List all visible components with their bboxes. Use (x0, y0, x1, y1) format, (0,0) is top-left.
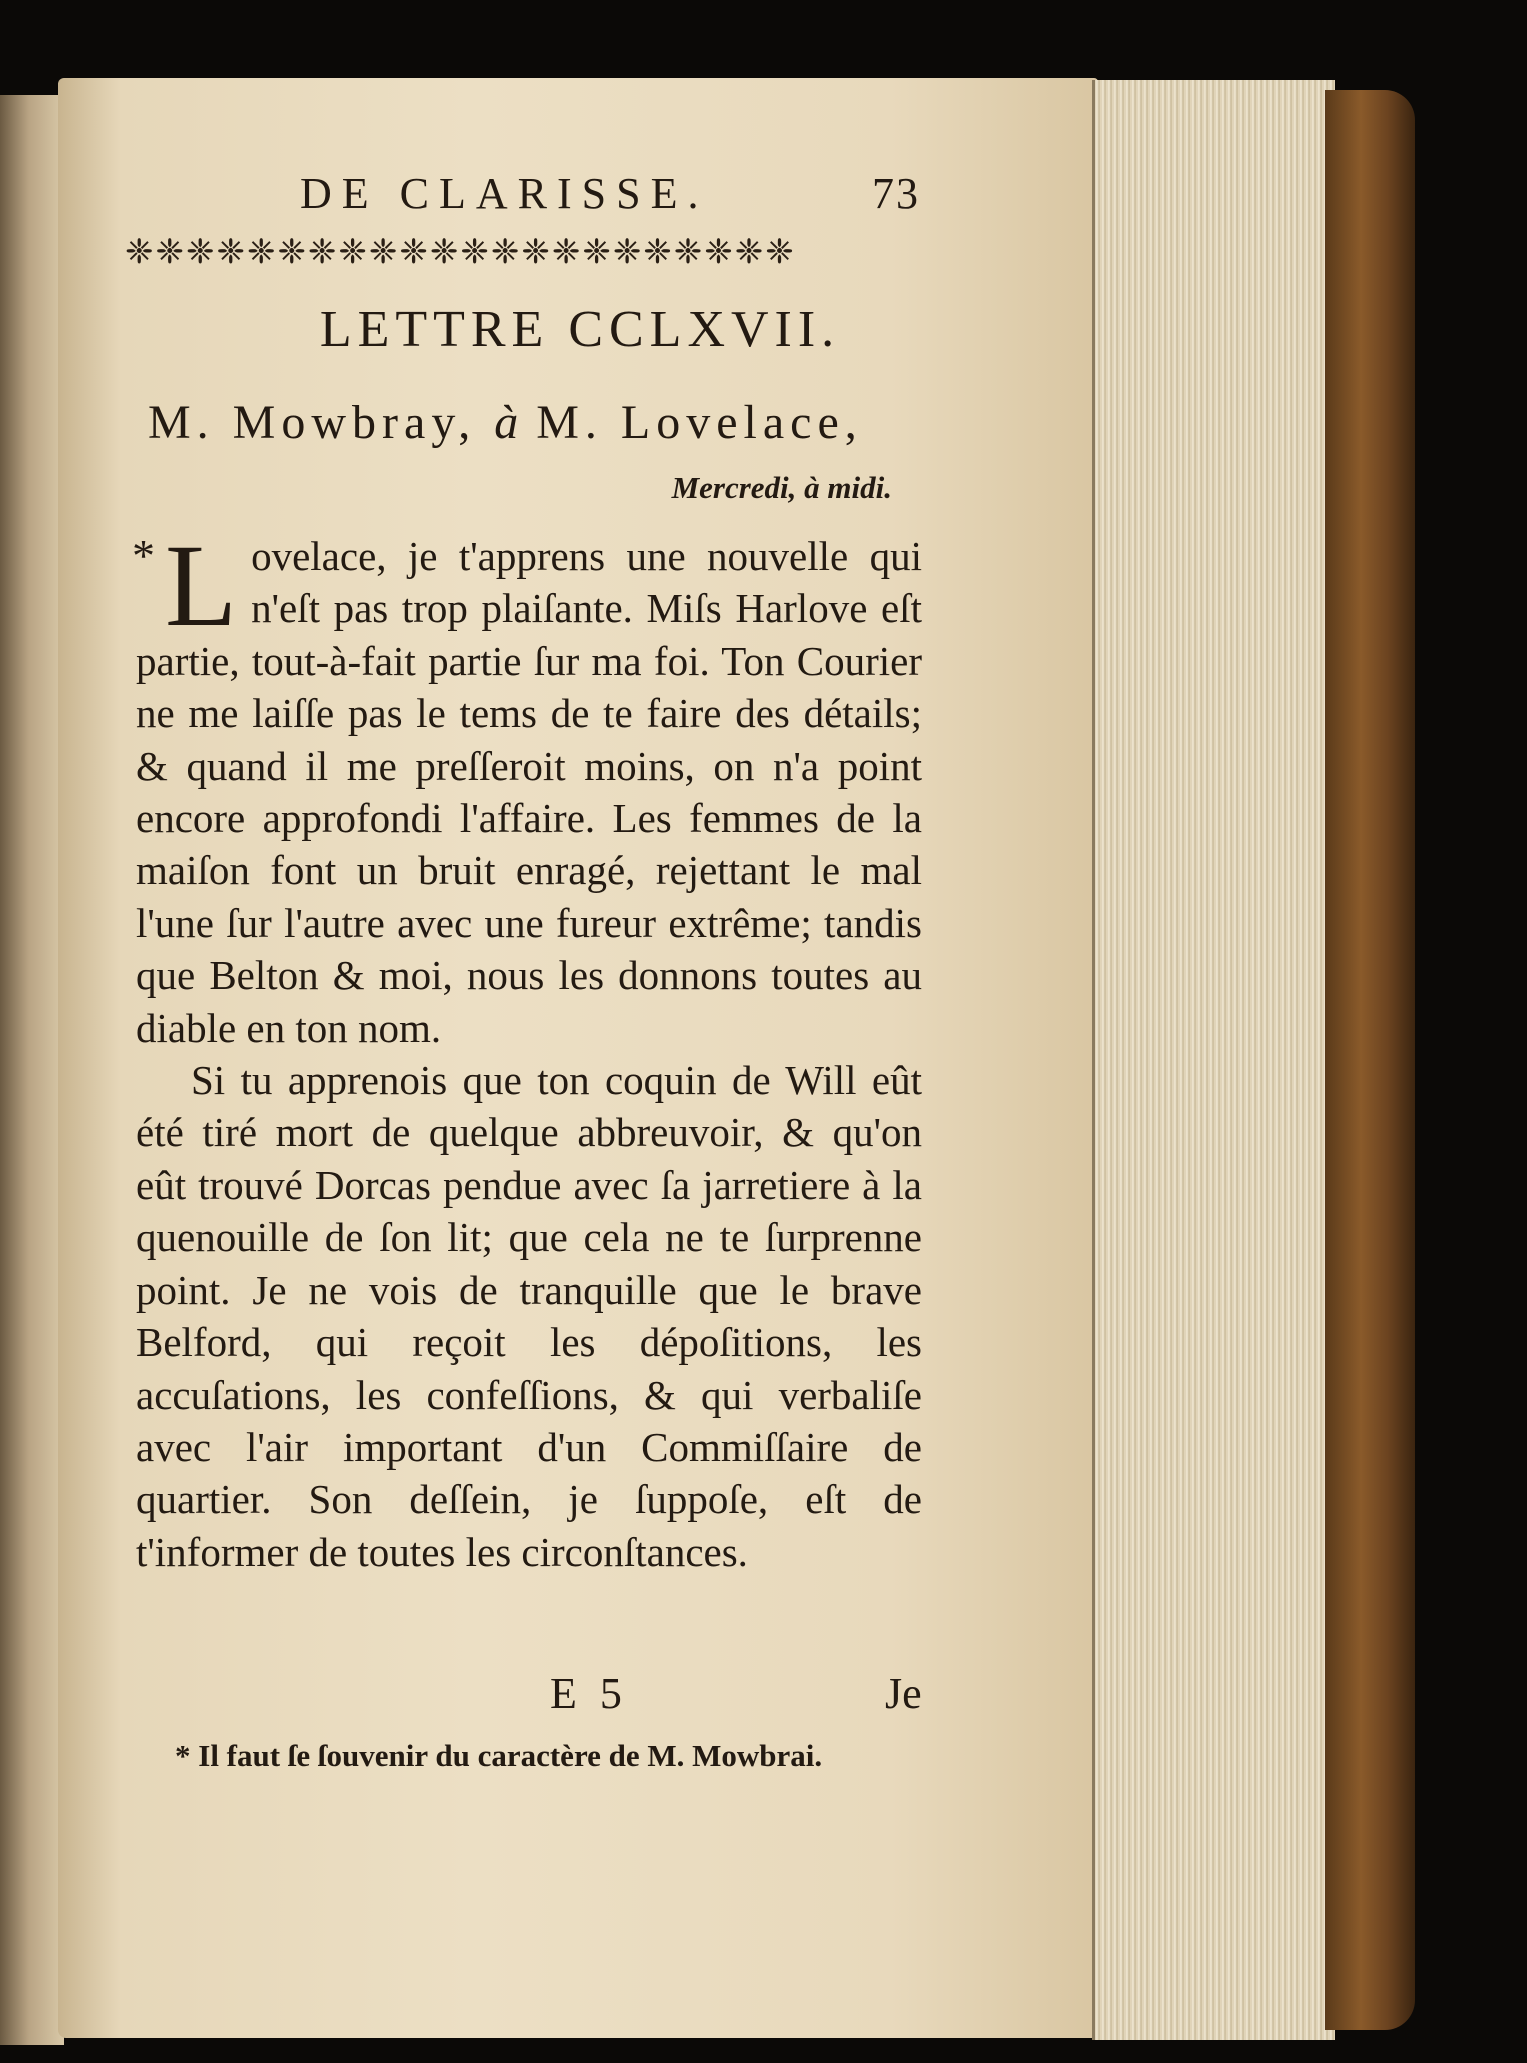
footnote: * Il faut ſe ſouvenir du caractère de M. Mowbrai. (175, 1738, 823, 1773)
paragraph: Si tu apprenois que ton coquin de Will eût été tiré mort de quelque abbreuvoir, & qu'on eût trouvé Dorcas pendue avec ſa jarretiere à la quenouille de ſon lit; que cela ne te ſurprenne point. Je ne vois de tranquille que le brave Belford, qui reçoit les dépoſitions, les accuſations, les confeſſions, & qui verbaliſe avec l'air important d'un Commiſſaire de quartier. Son deſſein, je ſuppoſe, eſt de t'informer de toutes les circonſtances. (136, 1057, 922, 1575)
drop-cap: L (165, 520, 238, 651)
left-page-edge (0, 95, 64, 2045)
letter-title: LETTRE CCLXVII. (319, 301, 841, 358)
letter-body (132, 520, 922, 1578)
ornament-border: ❈❈❈❈❈❈❈❈❈❈❈❈❈❈❈❈❈❈❈❈❈❈ (125, 234, 796, 271)
running-head-title: DE CLARISSE. (300, 169, 709, 218)
salutation (148, 395, 863, 450)
paragraph-text: ovelace, je t'apprens une nouvelle qui n'eſt pas trop plaiſante. Miſs Harlove eſt partie, tout-à-fait partie ſur ma foi. Ton Courier ne me laiſſe pas le tems de te faire des détails; & quand il me preſſeroit moins, on n'a point encore approfondi l'affaire. Les femmes de la maiſon font un bruit enragé, rejettant le mal l'une ſur l'autre avec une fureur extrême; tandis que Belton & moi, nous les donnons toutes au diable en ton nom. (136, 533, 922, 1051)
paragraph (132, 520, 922, 1054)
salutation-to: M. Lovelace, (536, 396, 863, 449)
page-number: 73 (872, 169, 920, 218)
signature-mark: E 5 (550, 1669, 628, 1718)
salutation-to-word: à (494, 396, 519, 449)
running-head (300, 168, 920, 224)
footnote-marker: * (132, 530, 155, 581)
dateline: Mercredi, à midi. (671, 470, 892, 505)
catchword: Je (885, 1669, 922, 1718)
page-block-edge (1092, 80, 1335, 2040)
leather-cover-edge (1325, 90, 1415, 2030)
salutation-from: M. Mowbray, (148, 396, 477, 449)
